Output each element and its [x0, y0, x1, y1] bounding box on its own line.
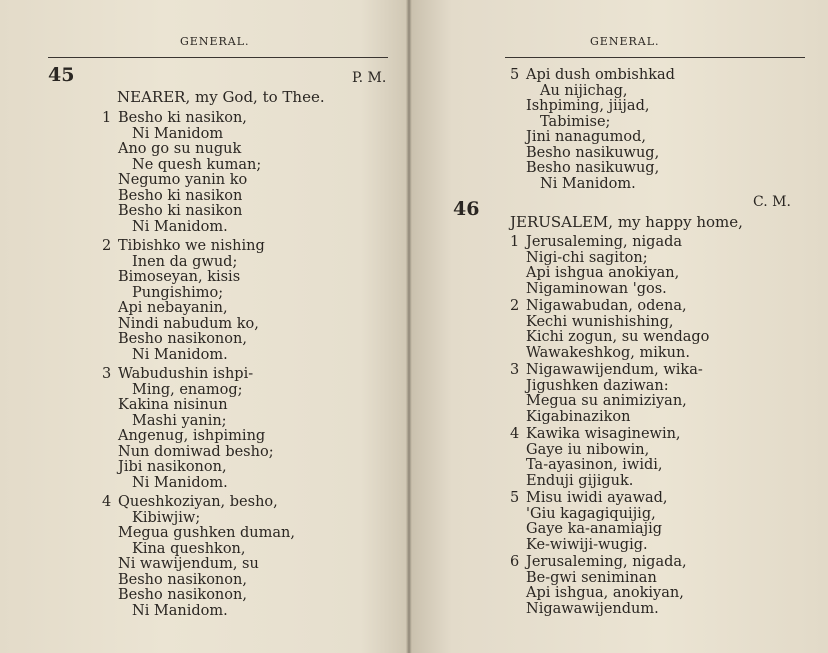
stanza-line-text: Besho ki nasikon	[118, 187, 243, 204]
right-page	[410, 0, 828, 653]
stanza-line-text: Mashi yanin;	[132, 412, 227, 429]
stanza-line	[102, 398, 274, 414]
stanza	[510, 555, 687, 617]
hymn-number-46: 46	[453, 198, 480, 220]
book-gutter	[406, 0, 412, 653]
stanza-line-text: Tibishko we nishing	[118, 238, 265, 254]
left-running-head: GENERAL.	[180, 35, 250, 48]
stanza-line	[102, 317, 265, 333]
stanza-line	[510, 586, 687, 602]
stanza-line-text: Nigi-chi sagiton;	[526, 249, 648, 266]
stanza-line-text: Au nijichag,	[540, 82, 628, 99]
stanza-line	[102, 367, 274, 383]
stanza-line	[102, 573, 295, 589]
stanza-line	[102, 111, 261, 127]
stanza-line-text: Ke-wiwiji-wugig.	[526, 536, 648, 553]
stanza-line	[510, 235, 682, 251]
stanza-line	[510, 282, 682, 298]
stanza-line	[102, 604, 295, 620]
stanza-line	[510, 379, 703, 395]
stanza-line-text: Jini nanagumod,	[526, 129, 646, 145]
stanza-line-text: Ni Manidom	[132, 125, 224, 142]
stanza-line	[102, 460, 274, 476]
stanza-line	[510, 330, 709, 346]
stanza-line	[102, 158, 261, 174]
right-header-rule	[505, 57, 805, 58]
stanza-line-text: Ta-ayasinon, iwidi,	[526, 457, 663, 473]
stanza-line-text: Ni Manidom.	[132, 346, 228, 363]
stanza-line	[102, 348, 265, 364]
stanza-line	[102, 542, 295, 558]
stanza-line-text: Nun domiwad besho;	[118, 443, 274, 460]
stanza	[102, 367, 274, 491]
stanza-line	[510, 346, 709, 362]
hymn-number-45: 45	[48, 64, 75, 86]
stanza-line-text: Besho nasikuwug,	[526, 160, 660, 176]
left-page	[0, 0, 410, 653]
stanza-line	[510, 507, 668, 523]
hymn-first-line-45: NEARER, my God, to Thee.	[117, 88, 325, 106]
hymn-meter-46: C. M.	[753, 194, 791, 210]
stanza-line-text: Jerusaleming, nigada	[526, 234, 683, 250]
stanza-line	[510, 266, 682, 282]
stanza-line-text: Api ishgua anokiyan,	[526, 265, 680, 281]
stanza	[510, 68, 675, 192]
stanza-line-text: Bimoseyan, kisis	[118, 269, 241, 285]
stanza-line-text: Jigushken daziwan:	[526, 377, 669, 394]
stanza-number: 5	[510, 67, 520, 83]
stanza-line	[102, 495, 295, 511]
stanza-line-text: Angenug, ishpiming	[118, 428, 266, 444]
stanza-number: 3	[102, 366, 112, 382]
stanza-line	[102, 383, 274, 399]
stanza-line-text: Pungishimo;	[132, 284, 224, 301]
stanza-line	[102, 286, 265, 302]
stanza-line	[510, 394, 703, 410]
stanza-line	[510, 99, 675, 115]
stanza-line-text: Besho ki nasikon,	[118, 110, 247, 126]
stanza-line	[510, 177, 675, 193]
stanza-line	[510, 251, 682, 267]
stanza-line-text: Kibiwjiw;	[132, 509, 201, 526]
stanza-line	[102, 476, 274, 492]
stanza-line-text: Tabimise;	[540, 113, 611, 130]
stanza-line	[102, 127, 261, 143]
stanza-number: 5	[510, 490, 520, 506]
stanza-line-text: Megua gushken duman,	[118, 525, 295, 541]
stanza-line-text: Nindi nabudum ko,	[118, 315, 259, 332]
stanza-line-text: Ano go su nuguk	[118, 141, 242, 157]
stanza-line	[102, 301, 265, 317]
stanza-line	[102, 204, 261, 220]
stanza-line	[510, 130, 675, 146]
stanza-line-text: Api nebayanin,	[118, 300, 228, 316]
stanza-line-text: Besho nasikonon,	[118, 587, 247, 603]
stanza-line-text: Ni Manidom.	[132, 474, 228, 491]
stanza-line	[510, 410, 703, 426]
stanza-line	[510, 299, 709, 315]
stanza-line	[102, 239, 265, 255]
stanza-line	[510, 538, 668, 554]
stanza	[102, 239, 265, 363]
stanza-line-text: Ishpiming, jiijad,	[526, 98, 650, 114]
stanza-line-text: Misu iwidi ayawad,	[526, 490, 668, 506]
stanza-line	[510, 146, 675, 162]
stanza-line	[102, 511, 295, 527]
stanza-line-text: Nigawawijendum, wika-	[526, 362, 703, 378]
stanza	[510, 427, 681, 489]
stanza-line	[102, 270, 265, 286]
stanza-number: 4	[510, 426, 520, 442]
stanza-line-text: Jibi nasikonon,	[118, 459, 227, 475]
stanza-line	[510, 571, 687, 587]
stanza-line-text: Kakina nisinun	[118, 397, 228, 413]
stanza-number: 3	[510, 362, 520, 378]
stanza-line-text: Gaye ka-anamiajig	[526, 521, 663, 537]
right-running-head: GENERAL.	[590, 35, 660, 48]
stanza-number: 2	[510, 298, 520, 314]
stanza-line	[102, 429, 274, 445]
stanza-line	[102, 557, 295, 573]
stanza-number: 4	[102, 494, 112, 510]
stanza-line-text: Enduji gijiguk.	[526, 472, 634, 489]
stanza-line-text: Nigawabudan, odena,	[526, 298, 687, 314]
stanza-line	[510, 161, 675, 177]
stanza-number: 1	[102, 110, 112, 126]
stanza-line-text: Kawika wisaginewin,	[526, 426, 681, 442]
stanza-line	[102, 189, 261, 205]
stanza-line-text: Be-gwi seniminan	[526, 569, 657, 586]
stanza-line-text: Ni Manidom.	[540, 175, 636, 192]
stanza-line-text: Jerusaleming, nigada,	[526, 554, 687, 570]
stanza-line	[510, 602, 687, 618]
stanza-line-text: Wawakeshkog, mikun.	[526, 344, 690, 361]
stanza-line-text: 'Giu kagagiquijig,	[526, 505, 656, 522]
stanza-line-text: Megua su animiziyan,	[526, 393, 687, 409]
stanza-line	[102, 255, 265, 271]
stanza-line	[510, 315, 709, 331]
stanza	[102, 495, 295, 619]
stanza-line-text: Queshkoziyan, besho,	[118, 494, 278, 510]
stanza-line	[510, 84, 675, 100]
stanza-line	[510, 115, 675, 131]
stanza-line	[102, 588, 295, 604]
stanza	[510, 363, 703, 425]
stanza-line-text: Kechi wunishishing,	[526, 313, 674, 330]
stanza-line	[510, 427, 681, 443]
stanza-line-text: Wabudushin ishpi-	[118, 366, 254, 382]
stanza-line-text: Besho nasikonon,	[118, 331, 247, 347]
stanza-line-text: Negumo yanin ko	[118, 172, 248, 188]
stanza-line-text: Ni wawijendum, su	[118, 556, 259, 572]
stanza-line	[102, 445, 274, 461]
stanza-line-text: Nigaminowan 'gos.	[526, 280, 667, 297]
stanza-line	[510, 491, 668, 507]
stanza-line-text: Ni Manidom.	[132, 218, 228, 235]
stanza-line-text: Inen da gwud;	[132, 253, 238, 270]
stanza-line-text: Kichi zogun, su wendago	[526, 329, 710, 345]
stanza-line	[510, 458, 681, 474]
stanza	[510, 491, 668, 553]
stanza-line-text: Nigawawijendum.	[526, 600, 659, 617]
stanza-line-text: Kina queshkon,	[132, 540, 246, 557]
stanza-number: 6	[510, 554, 520, 570]
stanza-line-text: Kigabinazikon	[526, 408, 631, 425]
stanza-number: 2	[102, 238, 112, 254]
stanza	[510, 299, 709, 361]
stanza	[102, 111, 261, 235]
stanza-line-text: Api ishgua, anokiyan,	[526, 585, 684, 601]
stanza-line	[102, 220, 261, 236]
stanza-line-text: Ni Manidom.	[132, 602, 228, 619]
stanza-line	[510, 363, 703, 379]
stanza-line	[102, 142, 261, 158]
stanza-number: 1	[510, 234, 520, 250]
stanza-line-text: Api dush ombishkad	[526, 67, 675, 83]
stanza-line-text: Gaye iu nibowin,	[526, 441, 650, 458]
stanza-line	[510, 474, 681, 490]
stanza-line-text: Besho ki nasikon	[118, 203, 243, 219]
stanza-line	[102, 414, 274, 430]
stanza-line	[510, 555, 687, 571]
stanza-line-text: Besho nasikuwug,	[526, 144, 660, 161]
stanza-line	[102, 526, 295, 542]
left-header-rule	[48, 57, 388, 58]
stanza-line	[510, 68, 675, 84]
hymn-meter-45: P. M.	[352, 70, 387, 86]
stanza-line	[102, 332, 265, 348]
hymn-first-line-46: JERUSALEM, my happy home,	[510, 213, 743, 231]
stanza-line	[510, 443, 681, 459]
stanza	[510, 235, 682, 297]
stanza-line	[510, 522, 668, 538]
stanza-line-text: Ming, enamog;	[132, 381, 243, 398]
stanza-line-text: Besho nasikonon,	[118, 571, 247, 588]
stanza-line-text: Ne quesh kuman;	[132, 156, 262, 173]
stanza-line	[102, 173, 261, 189]
